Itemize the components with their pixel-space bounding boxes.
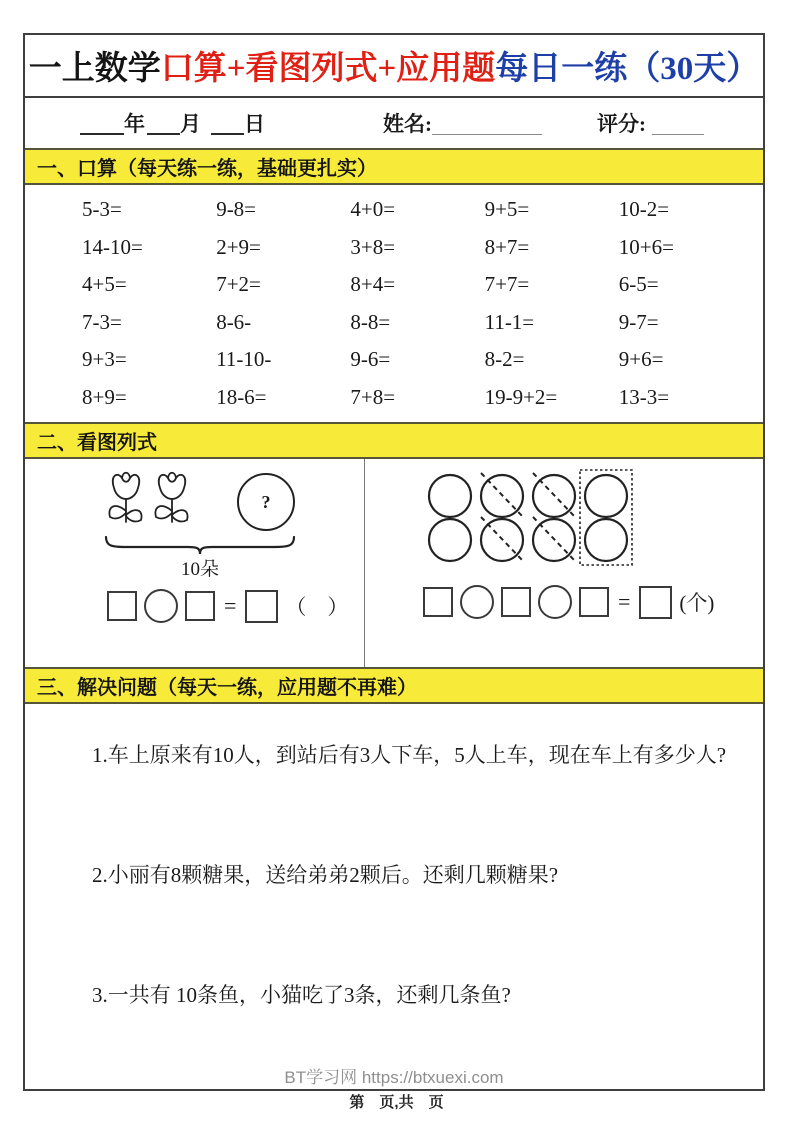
answer-box — [245, 590, 278, 623]
question-circle — [237, 473, 295, 531]
equals-sign: = — [224, 593, 237, 618]
oral-problem: 13-3= — [618, 384, 670, 409]
answer-box — [423, 587, 453, 617]
oral-problem: 8-8= — [350, 309, 391, 334]
oral-problem: 9-7= — [618, 309, 659, 334]
oral-problem: 5-3= — [82, 197, 122, 222]
equation-template-right — [423, 585, 714, 619]
tulip-icon — [103, 467, 149, 531]
oral-problem: 8+4= — [350, 272, 396, 297]
month-blank — [147, 111, 180, 135]
oral-problem: 19-9+2= — [484, 384, 558, 409]
oral-problem: 2+9= — [216, 234, 261, 259]
answer-box — [579, 587, 609, 617]
title-segment-black: 一上数学 — [28, 51, 161, 87]
site-watermark: BT学习网 https://btxuexi.com — [284, 1068, 504, 1087]
equals-sign: = — [618, 589, 631, 614]
title-segment-red: 口算+看图列式+应用题 — [160, 51, 496, 87]
answer-box — [501, 587, 531, 617]
word-problem: 2.小丽有8颗糖果，送给弟弟2颗后。还剩几颗糖果? — [92, 863, 559, 887]
oral-problem: 18-6= — [216, 384, 267, 409]
question-mark: ? — [261, 491, 271, 512]
operator-circle — [144, 589, 178, 623]
oral-problem: 8+7= — [484, 234, 530, 259]
picture-problem-right — [365, 459, 763, 667]
oral-problem: 8+9= — [82, 384, 127, 409]
oral-problem: 7+7= — [484, 272, 530, 297]
operator-circle — [460, 585, 494, 619]
worksheet-page — [23, 33, 765, 1091]
picture-section — [25, 459, 763, 667]
oral-problem: 7+8= — [350, 384, 396, 409]
oral-problems-grid — [25, 185, 763, 422]
page-number-line: 第 页,共 页 — [349, 1094, 444, 1111]
word-problem: 1.车上原来有10人，到站后有3人下车，5人上车，现在车上有多少人? — [92, 743, 727, 767]
day-label: 日 — [244, 112, 265, 136]
oral-problem: 8-2= — [484, 347, 525, 372]
answer-box — [185, 591, 215, 621]
score-label: 评分: — [597, 112, 646, 136]
oral-problem: 9+5= — [484, 197, 530, 222]
unit-parens: (个) — [679, 591, 715, 615]
oral-problem: 8-6- — [216, 309, 252, 334]
year-label: 年 — [124, 112, 145, 136]
oral-problem: 11-10- — [216, 347, 272, 372]
word-problem: 3.一共有 10条鱼，小猫吃了3条，还剩几条鱼? — [92, 983, 511, 1007]
oral-problem: 9+6= — [618, 347, 664, 372]
oral-problem: 9-6= — [350, 347, 391, 372]
oral-problem: 3+8= — [350, 234, 396, 259]
word-problems — [25, 704, 763, 1089]
month-label: 月 — [180, 112, 201, 136]
day-blank — [211, 111, 244, 135]
unit-parens: （ ） — [285, 595, 349, 619]
brace-label: 10朵 — [180, 559, 219, 580]
oral-problem: 9+3= — [82, 347, 127, 372]
picture-problem-left — [25, 459, 365, 667]
tulip-icon — [149, 467, 195, 531]
name-label: 姓名: — [383, 112, 432, 136]
year-blank — [80, 111, 124, 135]
section-header-word: 三、解决问题（每天一练，应用题不再难） — [25, 667, 763, 704]
oral-problem: 7-3= — [82, 309, 122, 334]
oral-problem: 6-5= — [618, 272, 659, 297]
page-title — [25, 35, 763, 98]
oral-problem: 10+6= — [618, 234, 674, 259]
answer-box — [107, 591, 137, 621]
underbrace-icon — [103, 535, 297, 555]
oral-problem: 9-8= — [216, 197, 257, 222]
circles-diagram — [425, 469, 685, 569]
oral-problem: 4+5= — [82, 272, 127, 297]
oral-problem: 11-1= — [484, 309, 535, 334]
score-blank — [652, 112, 704, 135]
oral-problem: 4+0= — [350, 197, 396, 222]
oral-problem: 14-10= — [82, 234, 143, 259]
section-header-oral: 一、口算（每天练一练，基础更扎实） — [25, 148, 763, 185]
operator-circle — [538, 585, 572, 619]
oral-problem: 10-2= — [618, 197, 670, 222]
section-header-picture: 二、看图列式 — [25, 422, 763, 459]
info-row — [25, 98, 763, 148]
answer-box — [639, 586, 672, 619]
name-blank — [432, 112, 542, 135]
equation-template-left — [107, 589, 348, 623]
oral-problem: 7+2= — [216, 272, 261, 297]
title-segment-blue: 每日一练（30天） — [495, 51, 760, 87]
